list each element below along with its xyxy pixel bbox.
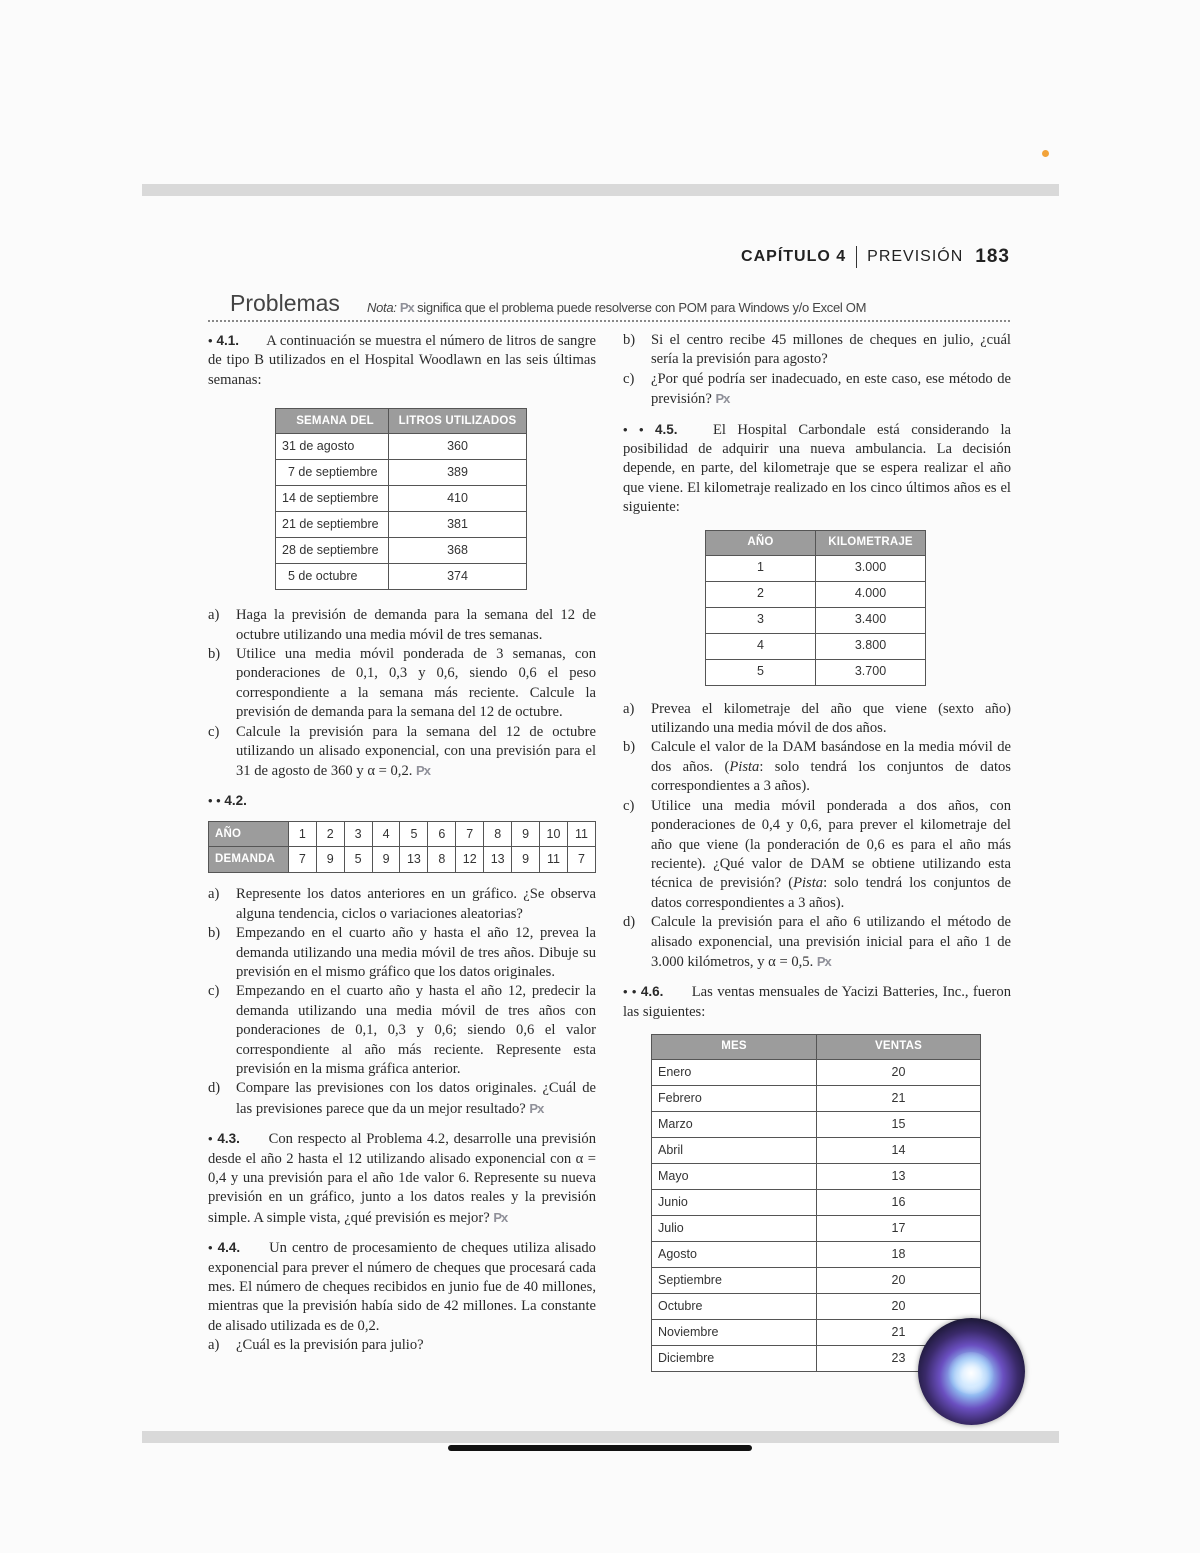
- item-text-wrap: [651, 370, 1011, 410]
- table-row: [652, 1138, 981, 1164]
- item-letter: a): [208, 886, 220, 903]
- table-row: [276, 564, 527, 590]
- table-cell: 9: [512, 822, 540, 847]
- table-cell: 3.000: [816, 555, 926, 581]
- table-cell: 8: [428, 847, 456, 873]
- list-item: [623, 331, 1011, 370]
- table-header: DEMANDA: [209, 847, 289, 873]
- px-icon: Px: [399, 300, 414, 315]
- table-cell: 9: [316, 847, 344, 873]
- item-text-wrap: [236, 723, 596, 782]
- item-letter: c): [623, 370, 635, 387]
- problem-4-1: [208, 331, 596, 390]
- px-icon: Px: [493, 1209, 508, 1225]
- table-cell: 4: [372, 822, 400, 847]
- problem-text: Las ventas mensuales de Yacizi Batteries, Inc., fueron las siguientes:: [623, 984, 1011, 1020]
- header-separator: [856, 246, 857, 268]
- left-column: [208, 331, 596, 1356]
- item-text: Haga la previsión de demanda para la semana del 12 de octubre utilizando una media móvil de tres semanas.: [236, 607, 596, 643]
- table-cell: 18: [817, 1242, 981, 1268]
- problem-4-6: [623, 982, 1011, 1022]
- sales-table: [651, 1034, 981, 1372]
- table-header: VENTAS: [817, 1035, 981, 1060]
- list-item: [208, 606, 596, 645]
- table-row: [276, 512, 527, 538]
- table-cell: Agosto: [652, 1242, 817, 1268]
- table-row: [276, 460, 527, 486]
- table-cell: 15: [817, 1112, 981, 1138]
- difficulty-bullet: • •: [623, 421, 644, 437]
- note-text: significa que el problema puede resolverse con POM para Windows y/o Excel OM: [417, 300, 867, 315]
- item-text-wrap: [651, 738, 1011, 796]
- item-text: : solo tendrá los conjuntos de datos correspondientes a 3 años).: [651, 875, 1011, 911]
- table-cell: Octubre: [652, 1294, 817, 1320]
- problems-note: [367, 300, 866, 315]
- list-item: [208, 723, 596, 782]
- running-head: [741, 246, 1010, 268]
- item-text-wrap: [651, 913, 1011, 972]
- item-text: Calcule el valor de la DAM basándose en la media móvil de dos años. (: [651, 739, 1011, 775]
- table-cell: 3: [706, 607, 816, 633]
- item-text-wrap: [236, 1079, 596, 1119]
- table-cell: Marzo: [652, 1112, 817, 1138]
- table-cell: 5: [344, 847, 372, 873]
- difficulty-bullet: •: [208, 1240, 213, 1256]
- table-header: AÑO: [209, 822, 289, 847]
- table-cell: 7 de septiembre: [276, 460, 389, 486]
- item-letter: a): [208, 1337, 220, 1354]
- px-icon: Px: [715, 391, 730, 407]
- item-letter: b): [623, 739, 636, 756]
- item-letter: b): [208, 925, 221, 942]
- item-letter: a): [623, 700, 635, 717]
- table-row: [276, 538, 527, 564]
- table-cell: 7: [288, 847, 316, 873]
- item-text: Si el centro recibe 45 millones de cheques en julio, ¿cuál sería la previsión para agosto?: [651, 332, 1011, 368]
- item-text: Empezando en el cuarto año y hasta el año 12, predecir la demanda utilizando una media móvil de tres años con ponderaciones de 0,1, 0,3 y 0,6; siendo 0,6 el valor correspondiente al año más reciente. Represente esta previsión en la misma gráfica anterior.: [236, 983, 596, 1077]
- table-cell: 5: [400, 822, 428, 847]
- table-cell: 3: [344, 822, 372, 847]
- table-cell: 28 de septiembre: [276, 538, 389, 564]
- hint-label: Pista: [729, 758, 760, 775]
- blood-usage-table: [275, 408, 527, 590]
- table-cell: 2: [706, 581, 816, 607]
- list-item: [208, 1079, 596, 1119]
- table-cell: 3.700: [816, 659, 926, 685]
- table-cell: 2: [316, 822, 344, 847]
- item-text: ¿Cuál es la previsión para julio?: [236, 1337, 424, 1354]
- table-row: [652, 1268, 981, 1294]
- table-cell: 5 de octubre: [276, 564, 389, 590]
- section-label: PREVISIÓN: [867, 248, 964, 265]
- bottom-page-band: [142, 1431, 1059, 1443]
- table-row: [652, 1190, 981, 1216]
- table-cell: Febrero: [652, 1086, 817, 1112]
- table-cell: 16: [817, 1190, 981, 1216]
- problem-text: Con respecto al Problema 4.2, desarrolle una previsión desde el año 2 hasta el 12 utilizando alisado exponencial con α = 0,4 y una previsión para el año 1de valor 6. Represente su nueva previsión en un gráfico, junto a los datos reales y la previsión simple. A simple vista, ¿qué previsión es mejor?: [208, 1131, 596, 1226]
- table-row: [652, 1060, 981, 1086]
- problem-number: 4.1.: [216, 333, 240, 348]
- table-cell: 368: [389, 538, 527, 564]
- problem-text: El Hospital Carbondale está considerando la posibilidad de adquirir una nueva ambulancia. La decisión depende, en parte, del kilometraje que se espera realizar el año que viene. El kilometraje realizado en los cinco últimos años es el siguiente:: [623, 421, 1012, 516]
- top-page-band: [142, 184, 1059, 196]
- difficulty-bullet: •: [208, 333, 213, 348]
- item-text: : solo tendrá los conjuntos de datos correspondientes a 3 años).: [651, 758, 1011, 795]
- table-cell: Septiembre: [652, 1268, 817, 1294]
- table-header-row: [652, 1035, 981, 1060]
- list-item: [208, 885, 596, 924]
- table-cell: 4: [706, 633, 816, 659]
- table-cell: 11: [567, 822, 595, 847]
- table-header: LITROS UTILIZADOS: [389, 409, 527, 434]
- table-header: SEMANA DEL: [276, 409, 389, 434]
- table-cell: 5: [706, 659, 816, 685]
- problem-number: 4.6.: [640, 984, 664, 1000]
- table-cell: 381: [389, 512, 527, 538]
- table-cell: 1: [706, 555, 816, 581]
- table-row: [652, 1086, 981, 1112]
- table-row: [652, 1164, 981, 1190]
- table-cell: Abril: [652, 1138, 817, 1164]
- list-item: [623, 738, 1011, 796]
- table-cell: 20: [817, 1060, 981, 1086]
- table-cell: Noviembre: [652, 1320, 817, 1346]
- list-item: [623, 370, 1011, 410]
- table-row: [209, 847, 596, 873]
- problem-number: 4.2.: [224, 792, 247, 808]
- item-letter: b): [623, 332, 636, 348]
- table-cell: 10: [540, 822, 568, 847]
- table-cell: 23: [817, 1346, 981, 1372]
- mileage-table: [705, 530, 926, 686]
- problem-number: 4.4.: [217, 1240, 241, 1256]
- table-cell: 6: [428, 822, 456, 847]
- item-text: Represente los datos anteriores en un gráfico. ¿Se observa alguna tendencia, ciclos o variaciones aleatorias?: [236, 886, 596, 922]
- problem-number: 4.5.: [655, 421, 678, 437]
- table-cell: 374: [389, 564, 527, 590]
- list-item: [623, 913, 1011, 972]
- table-cell: Diciembre: [652, 1346, 817, 1372]
- table-row: [706, 633, 926, 659]
- chapter-label: CAPÍTULO 4: [741, 248, 847, 265]
- problem-4-2: [208, 791, 596, 811]
- item-text: Compare las previsiones con los datos originales. ¿Cuál de las previsiones parece que da un mejor resultado?: [236, 1080, 596, 1117]
- table-row: [652, 1242, 981, 1268]
- siri-glow: [948, 1352, 994, 1394]
- table-cell: 3.800: [816, 633, 926, 659]
- problem-4-3: [208, 1129, 596, 1228]
- problems-title: Problemas: [230, 290, 340, 316]
- item-text: Utilice una media móvil ponderada de 3 semanas, con ponderaciones de 0,1, 0,3 y 0,6, siendo 0,6 el peso correspondiente a la semana más reciente. Calcule la previsión de demanda para la semana del 12 de octubre.: [236, 646, 596, 721]
- item-text-wrap: [651, 797, 1011, 913]
- table-cell: 8: [484, 822, 512, 847]
- problem-4-4: [208, 1238, 596, 1336]
- table-cell: 410: [389, 486, 527, 512]
- table-row: [706, 581, 926, 607]
- table-cell: 3.400: [816, 607, 926, 633]
- table-cell: 11: [540, 847, 568, 873]
- table-cell: 21 de septiembre: [276, 512, 389, 538]
- table-cell: Julio: [652, 1216, 817, 1242]
- table-cell: 20: [817, 1294, 981, 1320]
- difficulty-bullet: • •: [208, 792, 221, 808]
- table-cell: 13: [400, 847, 428, 873]
- page-number: 183: [975, 246, 1010, 267]
- list-item: [208, 982, 596, 1079]
- table-cell: 13: [817, 1164, 981, 1190]
- table-row: [652, 1216, 981, 1242]
- table-cell: 13: [484, 847, 512, 873]
- table-header: AÑO: [706, 530, 816, 555]
- item-letter: c): [623, 797, 635, 814]
- list-item: [208, 924, 596, 982]
- difficulty-bullet: •: [208, 1131, 213, 1147]
- table-header-row: [706, 530, 926, 555]
- table-cell: 9: [512, 847, 540, 873]
- problem-text: Un centro de procesamiento de cheques utiliza alisado exponencial para prever el número de cheques que procesará cada mes. El número de cheques recibidos en junio fue de 40 millones, mientras que la previsión había sido de 42 millones. La constante de alisado utilizada es de 0,2.: [208, 1240, 596, 1334]
- px-icon: Px: [529, 1100, 544, 1116]
- table-cell: 1: [288, 822, 316, 847]
- table-cell: 7: [567, 847, 595, 873]
- demand-table: [208, 821, 596, 873]
- item-text: Calcule la previsión para la semana del 12 de octubre utilizando un alisado exponencial, con una previsión para el 31 de agosto de 360 y α = 0,2.: [236, 723, 596, 780]
- table-row: [276, 486, 527, 512]
- table-cell: 12: [456, 847, 484, 873]
- table-cell: 14 de septiembre: [276, 486, 389, 512]
- problem-4-5: [623, 420, 1011, 518]
- item-letter: b): [208, 646, 221, 663]
- problem-text: A continuación se muestra el número de litros de sangre de tipo B utilizados en el Hospital Woodlawn en las seis últimas semanas:: [208, 333, 596, 388]
- item-letter: d): [623, 914, 636, 931]
- item-text: Empezando en el cuarto año y hasta el año 12, prevea la demanda utilizando una media móvil de tres años. Dibuje su previsión en el mismo gráfico que los datos originales.: [236, 925, 596, 980]
- item-letter: c): [208, 723, 220, 740]
- item-letter: d): [208, 1080, 221, 1097]
- table-cell: 14: [817, 1138, 981, 1164]
- item-text: Calcule la previsión para el año 6 utilizando el método de alisado exponencial, una previsión inicial para el año 1 de 3.000 kilómetros, y α = 0,5.: [651, 914, 1011, 970]
- item-letter: a): [208, 607, 220, 624]
- table-cell: 389: [389, 460, 527, 486]
- table-cell: Enero: [652, 1060, 817, 1086]
- table-header: KILOMETRAJE: [816, 530, 926, 555]
- table-cell: 31 de agosto: [276, 434, 389, 460]
- table-cell: 20: [817, 1268, 981, 1294]
- status-dot: [1042, 150, 1049, 157]
- list-item: [623, 797, 1011, 913]
- table-cell: Mayo: [652, 1164, 817, 1190]
- difficulty-bullet: • •: [623, 984, 637, 1000]
- list-item: [208, 645, 596, 723]
- table-cell: Junio: [652, 1190, 817, 1216]
- table-row: [209, 822, 596, 847]
- table-cell: 21: [817, 1320, 981, 1346]
- table-header: MES: [652, 1035, 817, 1060]
- item-letter: c): [208, 983, 220, 1000]
- table-row: [652, 1112, 981, 1138]
- table-header-row: [276, 409, 527, 434]
- right-column: [623, 331, 1011, 1372]
- table-cell: 9: [372, 847, 400, 873]
- px-icon: Px: [816, 953, 831, 969]
- table-cell: 4.000: [816, 581, 926, 607]
- table-row: [652, 1294, 981, 1320]
- hint-label: Pista: [793, 875, 824, 892]
- dotted-divider: [208, 320, 1010, 322]
- home-indicator[interactable]: [448, 1445, 752, 1451]
- item-text: ¿Por qué podría ser inadecuado, en este caso, ese método de previsión?: [651, 370, 1011, 408]
- list-item: [623, 700, 1011, 739]
- table-row: [706, 555, 926, 581]
- table-row: [706, 607, 926, 633]
- table-row: [706, 659, 926, 685]
- table-row: [276, 434, 527, 460]
- table-cell: 21: [817, 1086, 981, 1112]
- item-text: Utilice una media móvil ponderada a dos años, con ponderaciones de 0,4 y 0,6, para prever el kilometraje del año que viene (la ponderación de 0,6 es para el año más reciente). ¿Qué valor de DAM se obtiene utilizando esta técnica de previsión? (: [651, 797, 1011, 892]
- note-label: Nota:: [367, 300, 397, 315]
- table-cell: 7: [456, 822, 484, 847]
- table-cell: 360: [389, 434, 527, 460]
- px-icon: Px: [416, 763, 430, 779]
- item-text: Prevea el kilometraje del año que viene (sexto año) utilizando una media móvil de dos años.: [651, 700, 1011, 737]
- problem-number: 4.3.: [217, 1131, 240, 1147]
- list-item: [208, 1336, 596, 1355]
- table-cell: 17: [817, 1216, 981, 1242]
